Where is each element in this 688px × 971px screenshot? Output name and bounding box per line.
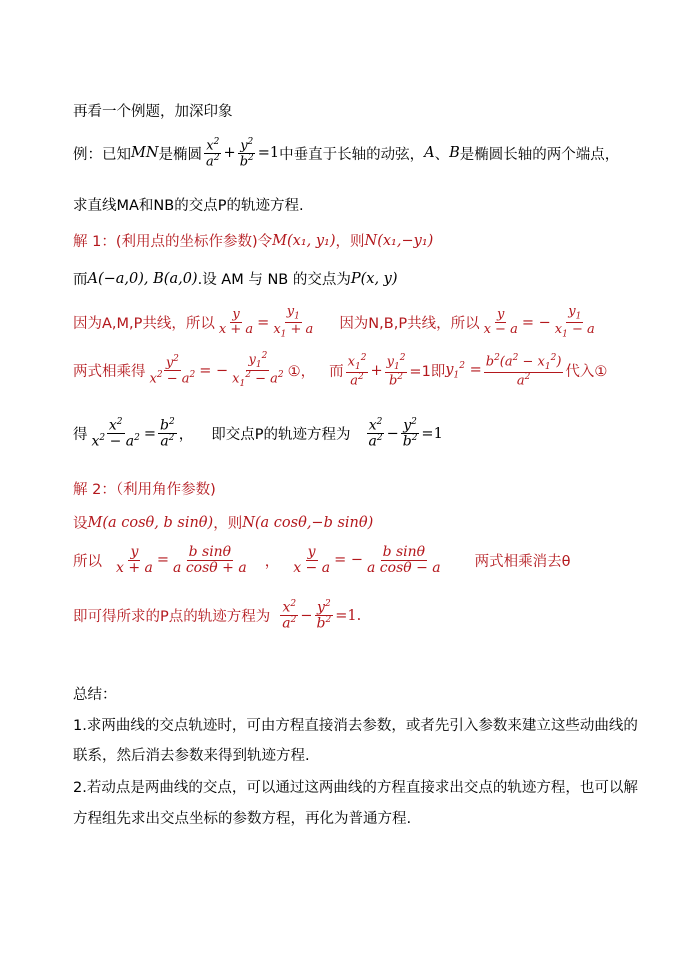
solution1-ab-points: A(−a,0), B(a,0): [87, 270, 198, 287]
solution1-m-point: M(x₁, y₁): [272, 232, 336, 249]
summary-p2-line-1: [73, 776, 638, 797]
result-comma: ，: [178, 427, 194, 444]
summary-p1-line-2: [73, 744, 310, 765]
angle-lhs-2: $\frac{y}{x - a}$: [293, 544, 331, 576]
summary-p2-text-1: 2.若动点是两曲线的交点，可以通过这两曲线的方程直接求出交点的轨迹方程，也可以解: [73, 780, 638, 796]
solution2-result-label: 即可得所求的P点的轨迹方程为: [73, 609, 271, 626]
example-tail: 是椭圆长轴的两个端点，: [459, 146, 620, 163]
solution1-intersection: .设 AM 与 NB 的交点为: [197, 272, 351, 288]
point-on-ellipse-x: $\frac{x_1^2}{a^2}$: [347, 352, 367, 389]
solution1-line-2: [73, 268, 398, 289]
solution2-set-line: [73, 512, 373, 533]
collinear-lhs-1: $\frac{y}{x + a}$: [218, 307, 254, 338]
result-rhs: $\frac{b^2}{a^2}$: [160, 417, 175, 450]
eq-one-ji: =1即: [409, 364, 446, 381]
locus-x-fraction: $\frac{x^2}{a^2}$: [368, 417, 383, 450]
eliminate-label: 两式相乘消去θ: [474, 553, 571, 570]
ellipse-eq-one: =1: [257, 145, 280, 162]
summary-p1-text-1: 1.求两曲线的交点轨迹时，可由方程直接消去参数，或者先引入参数来建立这些动曲线的: [73, 718, 638, 734]
y1-squared-expr: $\frac{b^2(a^2 - x_1^2)}{a^2}$: [485, 352, 562, 389]
locus-y-fraction: $\frac{y^2}{b^2}$: [402, 417, 418, 450]
solution2-title: 解 2：（利用角作参数): [73, 482, 216, 498]
example-sep: 、: [434, 146, 450, 163]
solution2-m-point: M(a cosθ, b sinθ): [87, 514, 214, 531]
example-is-ellipse: 是椭圆: [158, 146, 203, 163]
final-y-fraction: $\frac{y^2}{b^2}$: [316, 599, 332, 632]
solution1-result-line: 得 $\frac{x^2}{x^2 - a^2}$ = $\frac{b^2}{a^2}$ ， 即交点P的轨迹方程为 $\frac{x^2}{a^2}$ − $\frac{y^2}{b^2}$ =1: [73, 417, 443, 450]
example-prefix: 例：已知: [73, 146, 131, 163]
set-label: 设: [73, 516, 88, 532]
collinear-lhs-2: $\frac{y}{x - a}$: [483, 307, 518, 338]
solution1-title-line: [73, 230, 433, 251]
product-rhs: $\frac{y_1^2}{x_1^2 - a^2}$: [232, 351, 284, 390]
angle-rhs-2: $\frac{\text{b sinθ}}{\text{a cosθ − a}}$: [367, 544, 441, 576]
solution1-then: ，则: [335, 234, 365, 250]
solution1-and: 而: [73, 272, 88, 288]
product-lhs: $\frac{y^2}{x^2 - a^2}$: [149, 354, 196, 387]
final-eq-one: =1.: [335, 607, 362, 624]
ellipse-x-fraction: $\frac{x^2}{a^2}$: [206, 137, 220, 170]
example-mn: MN: [131, 145, 159, 162]
solution2-so-line: 所以 $\frac{y}{x + a}$ = $\frac{\text{b sinθ}}{\text{a cosθ + a}}$ ， $\frac{y}{x - a}$ = − $\frac{\text{b sinθ}}{\text{a cosθ − a}}$ 两式相乘消去θ: [73, 544, 571, 576]
collinear-amp: 因为A,M,P共线，所以: [73, 316, 215, 333]
example-line-2: [73, 194, 304, 215]
solution1-multiply-line: 两式相乘得 $\frac{y^2}{x^2 - a^2}$ = − $\frac{y_1^2}{x_1^2 - a^2}$ ①， 而 $\frac{x_1^2}{a^2}$ + $\frac{y_1^2}{b^2}$ =1即 $y_1^2$ = $\frac{b^2(a^2 - x_1^2)}{a^2}$ 代入①: [73, 351, 608, 390]
collinear-rhs-2: $\frac{y_1}{x_1 - a}$: [554, 304, 595, 340]
summary-p2-line-2: [73, 807, 411, 828]
intro-line: [73, 100, 233, 121]
substitute-label: 代入①: [565, 364, 608, 381]
example-mid: 中垂直于长轴的动弦，: [279, 146, 425, 163]
summary-p1-text-2: 联系，然后消去参数来得到轨迹方程.: [73, 748, 310, 764]
point-on-ellipse-y: $\frac{y_1^2}{b^2}$: [386, 352, 406, 389]
solution2-then: ，则: [213, 516, 243, 532]
collinear-rhs-1: $\frac{y_1}{x_1 + a}$: [273, 304, 314, 340]
multiply-label: 两式相乘得: [73, 364, 146, 381]
locus-eq-one: =1: [421, 425, 443, 442]
example-line-1: 例：已知 MN 是椭圆 $\frac{x^2}{a^2}$ + $\frac{y^2}{b^2}$ =1 中垂直于长轴的动弦， A 、 B 是椭圆长轴的两个端点，: [73, 137, 620, 170]
example-line-2-text: 求直线MA和NB的交点P的轨迹方程.: [73, 198, 304, 214]
so-label: 所以: [73, 553, 102, 570]
angle-comma: ，: [264, 553, 280, 570]
solution1-p-point: P(x, y): [350, 270, 398, 287]
locus-label: 即交点P的轨迹方程为: [211, 427, 351, 444]
ellipse-y-fraction: $\frac{y^2}{b^2}$: [239, 137, 254, 170]
example-a: A: [424, 145, 435, 162]
intro-text: 再看一个例题，加深印象: [73, 104, 233, 120]
angle-lhs-1: $\frac{y}{x + a}$: [116, 544, 153, 576]
solution2-title-line: [73, 478, 216, 499]
example-b: B: [449, 145, 460, 162]
solution1-title: 解 1：(利用点的坐标作参数)令: [73, 234, 273, 250]
summary-title-line: [73, 683, 117, 704]
final-x-fraction: $\frac{x^2}{a^2}$: [282, 599, 297, 632]
collinear-nbp: 因为N,B,P共线，所以: [339, 316, 480, 333]
solution2-n-point: N(a cosθ,−b sinθ): [242, 514, 374, 531]
summary-title: 总结：: [73, 687, 117, 703]
and-label: 而: [329, 364, 344, 381]
circle-one: ①，: [287, 364, 316, 381]
angle-rhs-1: $\frac{\text{b sinθ}}{\text{a cosθ + a}}$: [173, 544, 247, 576]
solution2-result-line: 即可得所求的P点的轨迹方程为 $\frac{x^2}{a^2}$ − $\frac{y^2}{b^2}$ =1.: [73, 599, 362, 632]
summary-p2-text-2: 方程组先求出交点坐标的参数方程，再化为普通方程.: [73, 811, 412, 827]
result-lhs: $\frac{x^2}{x^2 - a^2}$: [91, 417, 140, 450]
summary-p1-line-1: [73, 714, 638, 735]
solution1-collinear-line: 因为A,M,P共线，所以 $\frac{y}{x + a}$ = $\frac{y_1}{x_1 + a}$ 因为N,B,P共线，所以 $\frac{y}{x - a}$ = − $\frac{y_1}{x_1 - a}$: [73, 304, 595, 340]
solution1-n-point: N(x₁,−y₁): [364, 232, 434, 249]
get-label: 得: [73, 427, 88, 444]
